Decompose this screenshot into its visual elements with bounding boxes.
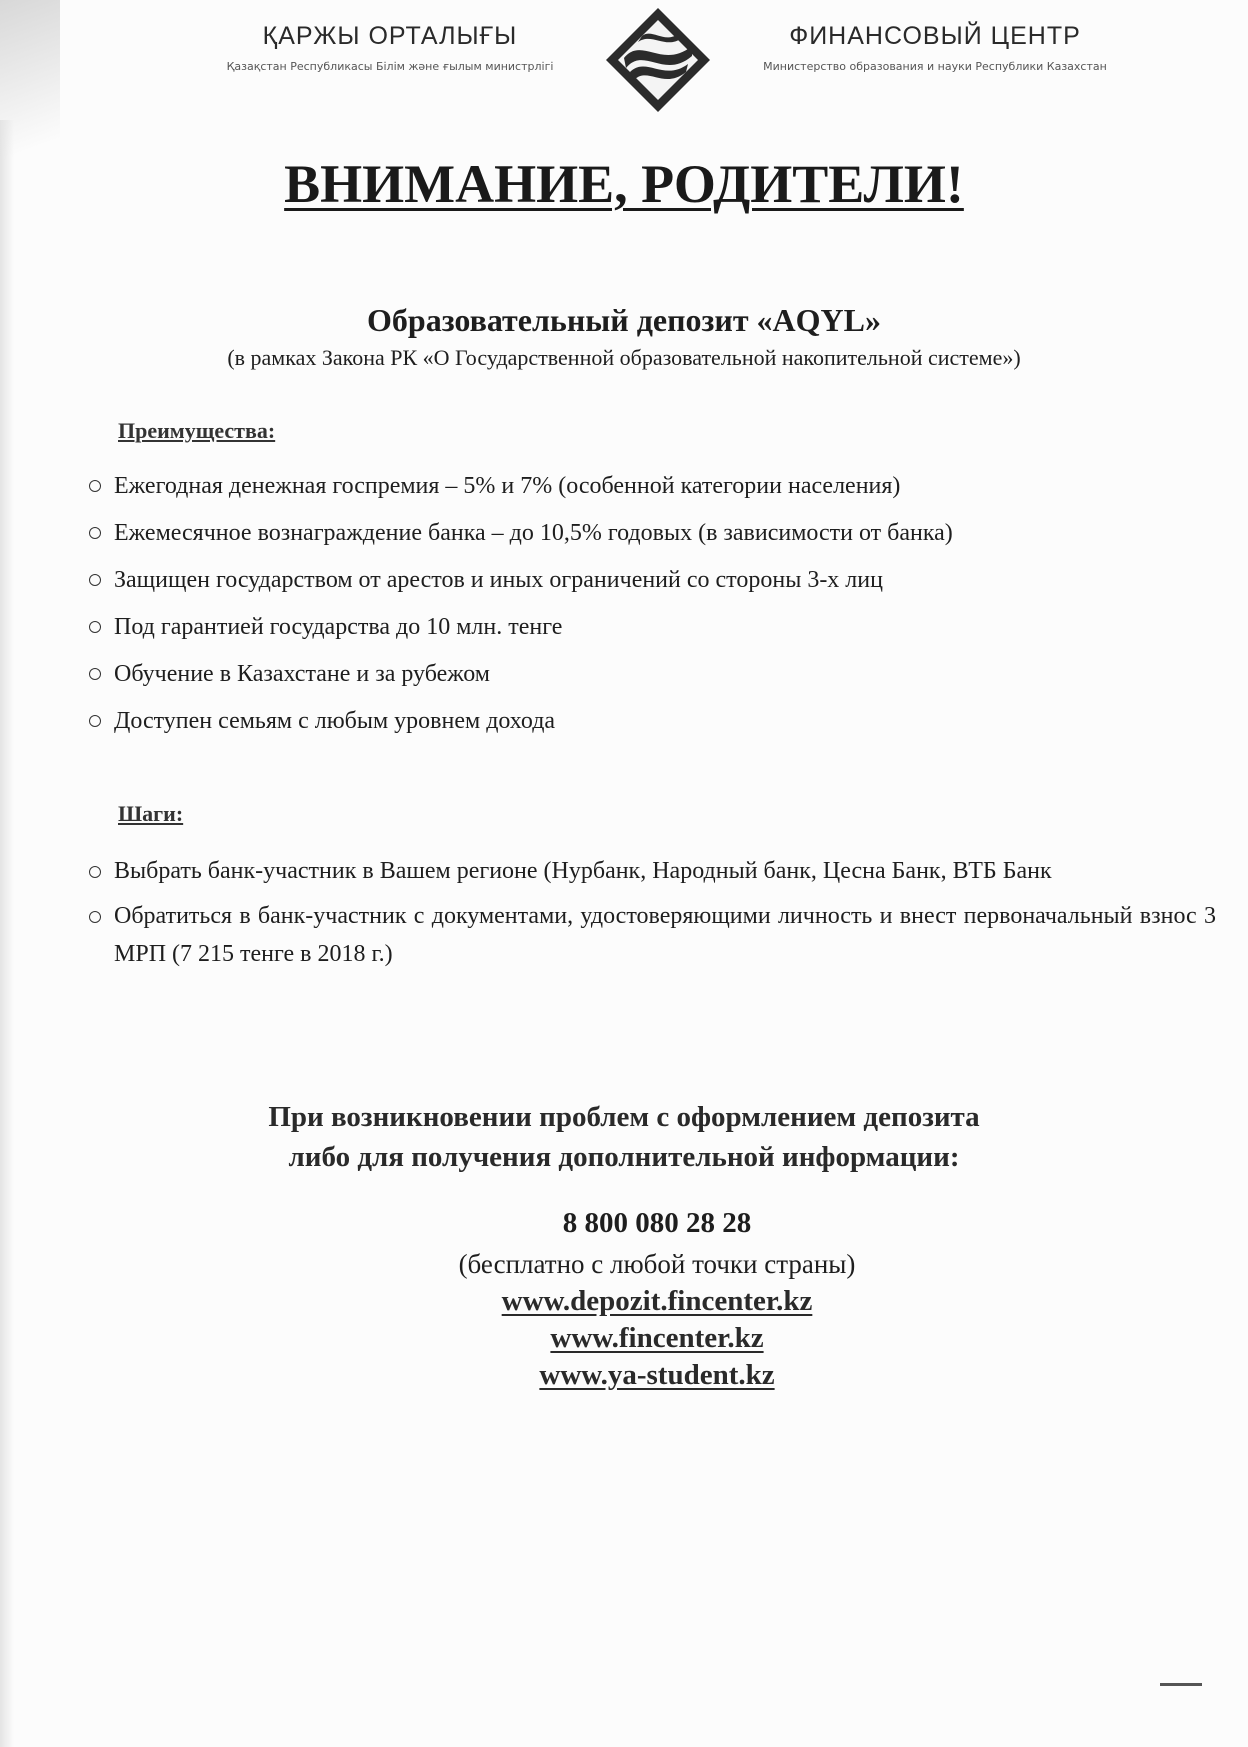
contact-line-1: При возникновении проблем с оформлением депозита: [268, 1101, 980, 1133]
hotline-note: (бесплатно с любой точки страны): [458, 1249, 856, 1279]
steps-heading: Шаги:: [118, 801, 184, 826]
list-item: [86, 897, 1216, 973]
financial-center-logo-icon: [604, 6, 712, 114]
advantage-text: Защищен государством от арестов и иных ограничений со стороны 3-х лиц: [114, 567, 883, 593]
steps-list: [86, 852, 1216, 973]
list-item: [86, 852, 1216, 890]
header-left-org: [190, 20, 590, 74]
circle-bullet-icon: [89, 866, 101, 878]
header-right-org: [715, 20, 1155, 74]
link-ya-student[interactable]: www.ya-student.kz: [539, 1359, 775, 1391]
advantage-text: Доступен семьям с любым уровнем дохода: [114, 708, 556, 734]
deposit-name: Образовательный депозит «AQYL»: [367, 302, 881, 338]
list-item: [86, 612, 953, 659]
left-org-name: ҚАРЖЫ ОРТАЛЫҒЫ: [262, 22, 518, 50]
link-depozit-fincenter[interactable]: www.depozit.fincenter.kz: [501, 1285, 813, 1317]
circle-bullet-icon: [89, 911, 101, 923]
advantage-text: Под гарантией государства до 10 млн. тенге: [114, 614, 563, 640]
circle-bullet-icon: [89, 574, 101, 586]
list-item: [86, 659, 953, 706]
list-item: [86, 706, 953, 753]
step-text: Выбрать банк-участник в Вашем регионе (Нурбанк, Народный банк, Цесна Банк, ВТБ Банк: [114, 858, 1052, 884]
right-org-name: ФИНАНСОВЫЙ ЦЕНТР: [789, 22, 1081, 50]
deposit-law-note: (в рамках Закона РК «О Государственной образовательной накопительной системе»): [227, 345, 1021, 370]
circle-bullet-icon: [89, 527, 101, 539]
circle-bullet-icon: [89, 715, 101, 727]
advantages-heading: Преимущества:: [118, 418, 276, 443]
advantage-text: Ежегодная денежная госпремия – 5% и 7% (особенной категории населения): [114, 473, 901, 499]
list-item: [86, 471, 953, 518]
step-text: Обратиться в банк-участник с документами, удостоверяющими личность и внест первоначальный взнос 3 МРП (7 215 тенге в 2018 г.): [114, 903, 1216, 967]
contact-line-2: либо для получения дополнительной информации:: [288, 1141, 960, 1173]
scan-mark: [1160, 1683, 1202, 1686]
advantage-text: Обучение в Казахстане и за рубежом: [114, 661, 490, 687]
left-org-subtitle: Қазақстан Республикасы Білім және ғылым министрлігі: [226, 60, 554, 73]
link-fincenter[interactable]: www.fincenter.kz: [550, 1322, 764, 1354]
hotline-phone[interactable]: 8 800 080 28 28: [562, 1207, 752, 1239]
circle-bullet-icon: [89, 668, 101, 680]
advantages-list: [86, 471, 953, 753]
right-org-subtitle: Министерство образования и науки Республики Казахстан: [763, 60, 1107, 73]
list-item: [86, 518, 953, 565]
advantage-text: Ежемесячное вознаграждение банка – до 10,5% годовых (в зависимости от банка): [114, 520, 953, 546]
circle-bullet-icon: [89, 480, 101, 492]
page-title: [0, 152, 1248, 216]
circle-bullet-icon: [89, 621, 101, 633]
contact-heading: [0, 1097, 1248, 1177]
page-title-text: ВНИМАНИЕ, РОДИТЕЛИ!: [284, 154, 964, 214]
website-links: [0, 1283, 1248, 1394]
list-item: [86, 565, 953, 612]
